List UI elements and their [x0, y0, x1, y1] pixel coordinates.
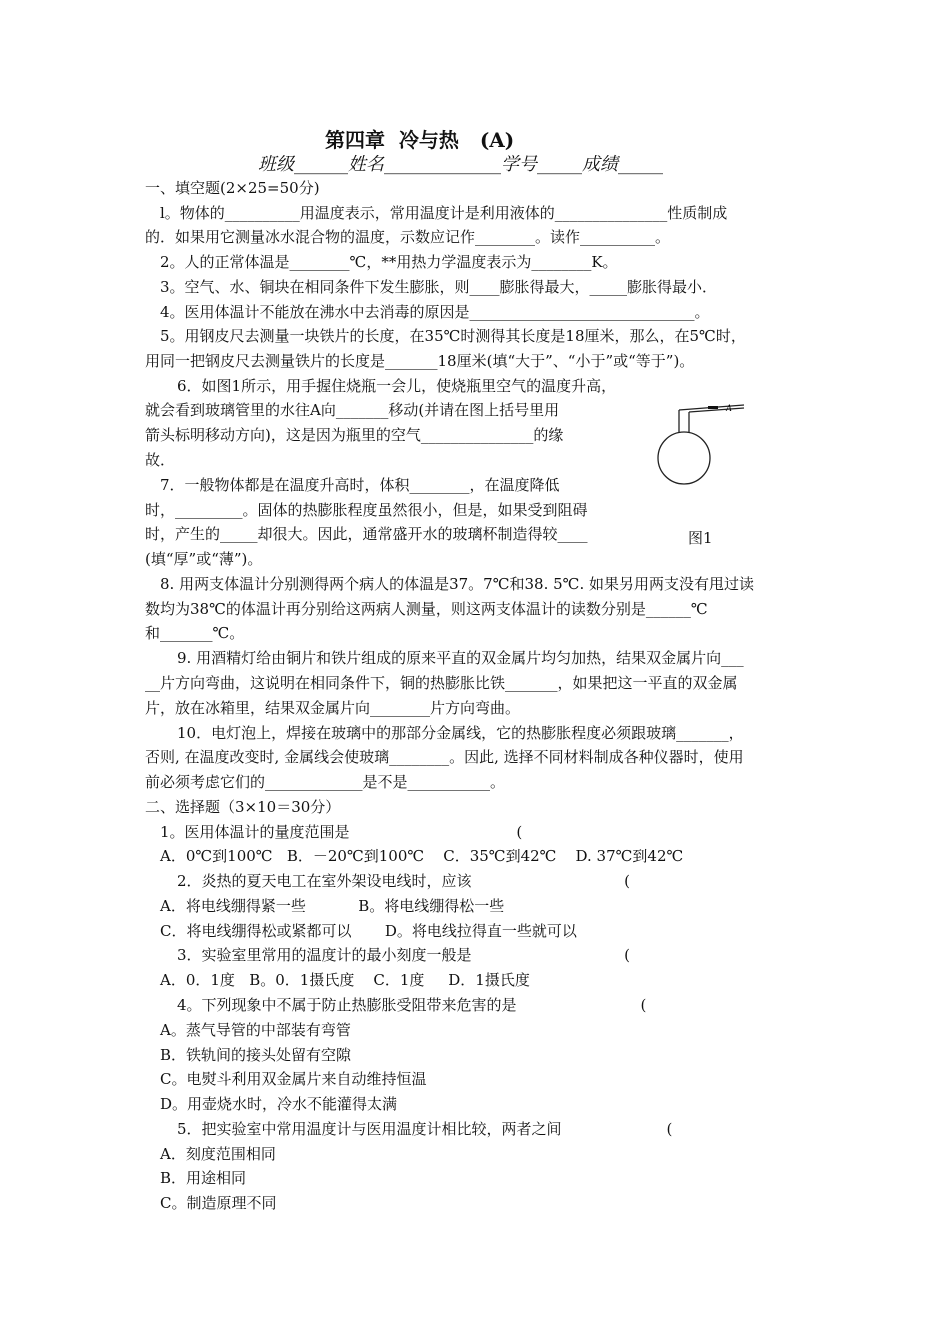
- mc4-option-a: A。蒸气导管的中部装有弯管: [160, 1021, 351, 1039]
- q10-line2: 否则, 在温度改变时, 金属线会使玻璃________。因此, 选择不同材料制成各种仪器时，使用: [145, 748, 744, 766]
- mc4-option-b: B．铁轨间的接头处留有空隙: [160, 1046, 352, 1064]
- q7-line1: 7．一般物体都是在温度升高时，体积________，在温度降低: [160, 476, 560, 494]
- q1-line1: l。物体的__________用温度表示，常用温度计是利用液体的_______________性质制成: [160, 204, 728, 222]
- q7-line3: 时，产生的_____却很大。因此，通常盛开水的玻璃杯制造得较____: [145, 525, 588, 543]
- q10-line3: 前必须考虑它们的_____________是不是___________。: [145, 773, 506, 791]
- mc3-question: 3．实验室里常用的温度计的最小刻度一般是 (: [177, 946, 630, 964]
- q4-line: 4。医用体温计不能放在沸水中去消毒的原因是______________________________。: [160, 303, 710, 321]
- mc4-option-c: C。电熨斗利用双金属片来自动维持恒温: [160, 1070, 427, 1088]
- q6-line1: 6．如图1所示，用手握住烧瓶一会儿，使烧瓶里空气的温度升高，: [177, 377, 617, 395]
- section1-heading: 一、填空题(2×25=50分): [145, 179, 320, 197]
- q7-line4: (填“厚”或“薄”)。: [145, 550, 263, 568]
- q5-line2: 用同一把钢皮尺去测量铁片的长度是_______18厘米(填“大于”、“小于”或“等于”)。: [145, 352, 695, 370]
- q10-line1: 10．电灯泡上，焊接在玻璃中的那部分金属线，它的热膨胀程度必须跟玻璃_______，: [177, 724, 744, 742]
- mc3-options: A．0．1度 B。0．1摄氏度 C．1度 D．1摄氏度: [160, 971, 530, 989]
- q6-line3: 箭头标明移动方向)，这是因为瓶里的空气_______________的缘: [145, 426, 564, 444]
- mc2-options-ab: A．将电线绷得紧一些 B。将电线绷得松一些: [160, 897, 505, 915]
- mc4-option-d: D。用壶烧水时，冷水不能灌得太满: [160, 1095, 398, 1113]
- figure-caption: 图1: [688, 529, 713, 547]
- q8-line1: 8. 用两支体温计分别测得两个病人的体温是37。7℃和38. 5℃. 如果另用两支没有甩过读: [160, 575, 754, 593]
- q9-line3: 片，放在冰箱里，结果双金属片向________片方向弯曲。: [145, 699, 521, 717]
- mc5-option-a: A．刻度范围相同: [160, 1145, 276, 1163]
- mc5-option-c: C。制造原理不同: [160, 1194, 277, 1212]
- q6-line4: 故．: [145, 451, 176, 469]
- q6-line2: 就会看到玻璃管里的水往A向_______移动(并请在图上括号里用: [145, 401, 560, 419]
- q2-line: 2。人的正常体温是________℃，**用热力学温度表示为________K。: [160, 253, 618, 271]
- page-title: 第四章 冷与热 (A): [325, 128, 515, 152]
- flask-figure: [656, 398, 752, 490]
- mc2-options-cd: C．将电线绷得松或紧都可以 D。将电线拉得直一些就可以: [160, 922, 577, 940]
- mc5-option-b: B．用途相同: [160, 1169, 247, 1187]
- q8-line2: 数均为38℃的体温计再分别给这两病人测量，则这两支体温计的读数分别是______℃: [145, 600, 708, 618]
- mc2-question: 2．炎热的夏天电工在室外架设电线时，应该 (: [177, 872, 630, 890]
- water-column: [708, 406, 718, 409]
- mc5-question: 5．把实验室中常用温度计与医用温度计相比较，两者之间 (: [177, 1120, 673, 1138]
- q1-line2: 的．如果用它测量冰水混合物的温度，示数应记作________。读作__________。: [145, 228, 671, 246]
- q9-line1: 9. 用酒精灯给由铜片和铁片组成的原来平直的双金属片均匀加热，结果双金属片向___: [177, 649, 744, 667]
- mc1-options: A．0℃到100℃ B．－20℃到100℃ C．35℃到42℃ D. 37℃到42℃: [160, 847, 684, 865]
- section2-heading: 二、选择题（3×10＝30分）: [145, 798, 341, 816]
- mc1-question: 1。医用体温计的量度范围是 (: [160, 823, 523, 841]
- q9-line2: __片方向弯曲，这说明在相同条件下，铜的热膨胀比铁_______，如果把这一平直的双金属: [145, 674, 738, 692]
- mc4-question: 4。下列现象中不属于防止热膨胀受阻带来危害的是 (: [177, 996, 647, 1014]
- q8-line3: 和_______℃。: [145, 624, 245, 642]
- q7-line2: 时，_________。固体的热膨胀程度虽然很小，但是，如果受到阻碍: [145, 501, 588, 519]
- q5-line1: 5。用钢皮尺去测量一块铁片的长度，在35℃时测得其长度是18厘米，那么，在5℃时，: [160, 327, 746, 345]
- tube-label-a: A: [726, 403, 732, 413]
- flask-bulb: [658, 432, 710, 484]
- q3-line: 3。空气、水、铜块在相同条件下发生膨胀，则____膨胀得最大，_____膨胀得最小．: [160, 278, 718, 296]
- student-info-line: 班级______姓名_____________学号_____成绩_____: [258, 154, 663, 175]
